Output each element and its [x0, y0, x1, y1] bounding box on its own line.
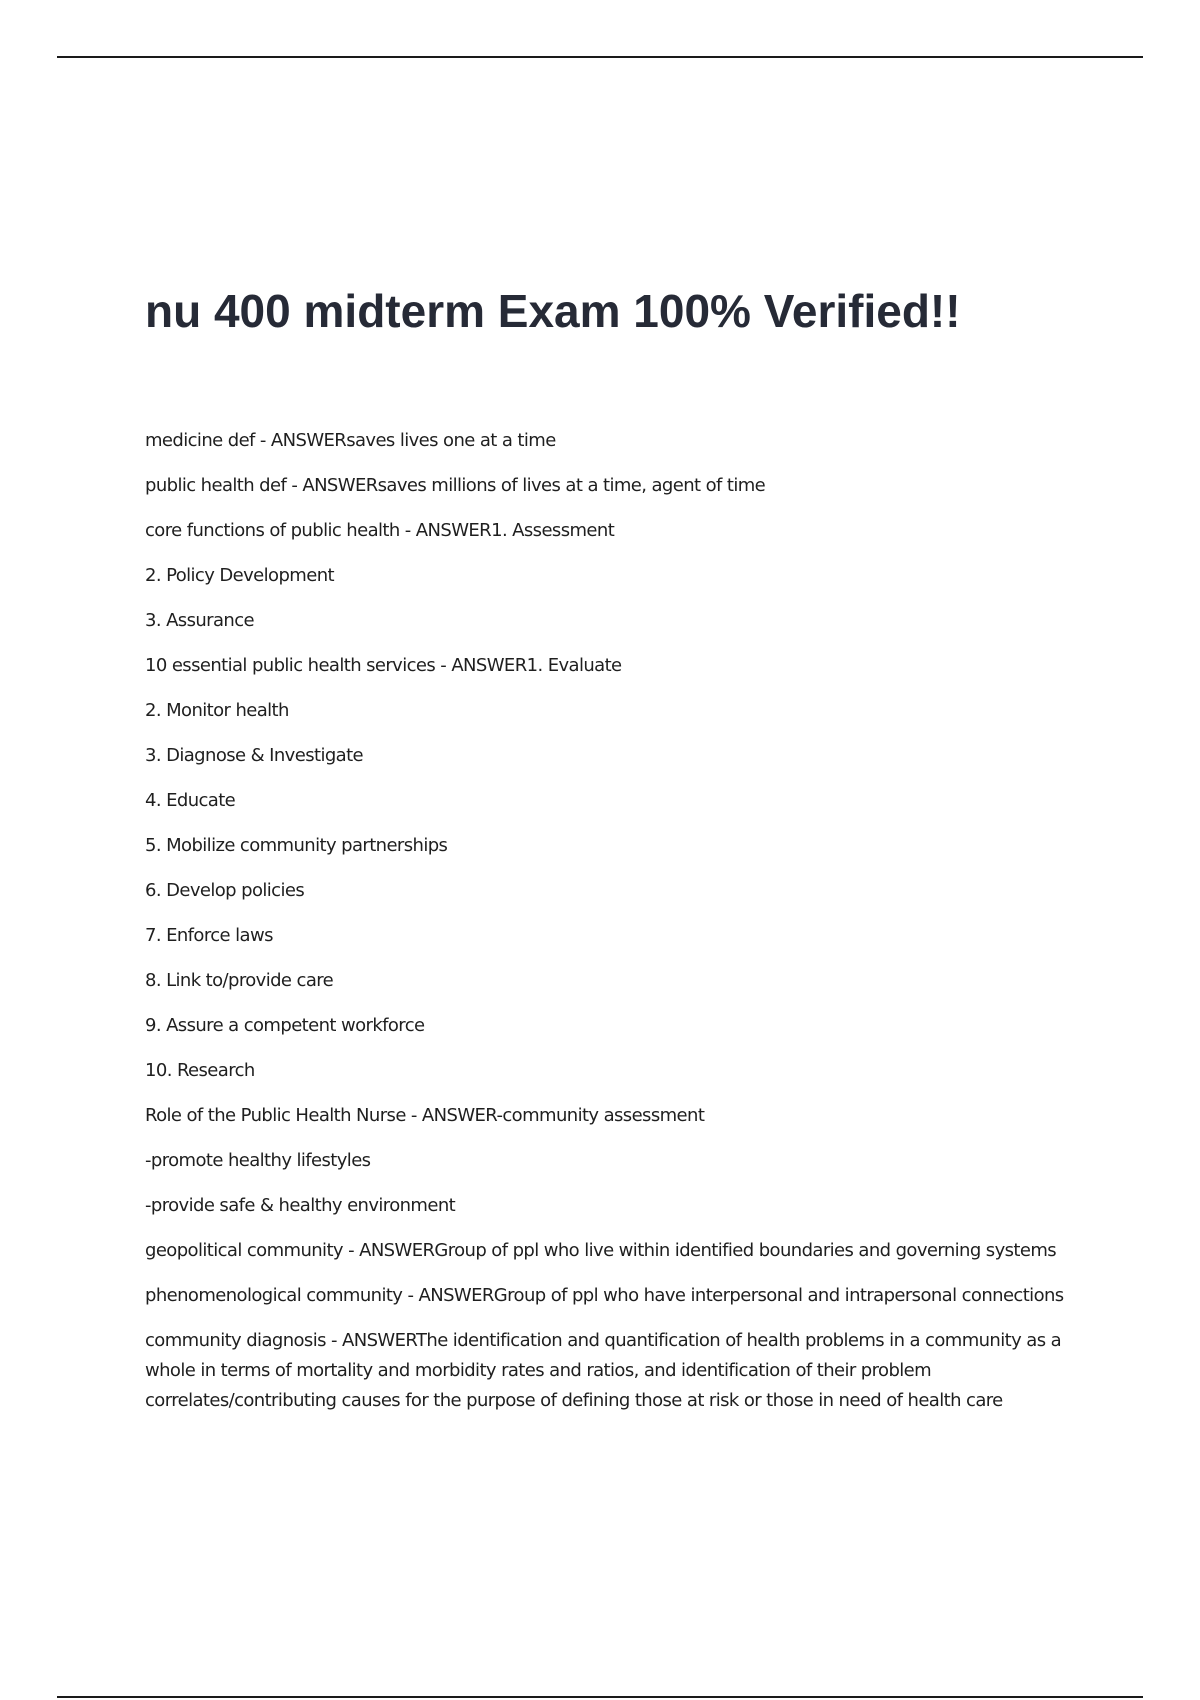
entry-diagnose-investigate: 3. Diagnose & Investigate [145, 745, 364, 766]
top-rule [57, 56, 1143, 58]
entry-safe-environment: -provide safe & healthy environment [145, 1195, 456, 1216]
bottom-rule [57, 1696, 1143, 1698]
entry-geopolitical-community: geopolitical community - ANSWERGroup of ppl who live within identified boundaries and governing systems [145, 1240, 1057, 1261]
entry-core-functions: core functions of public health - ANSWER1. Assessment [145, 520, 615, 541]
entry-role-phn: Role of the Public Health Nurse - ANSWER-community assessment [145, 1105, 705, 1126]
entry-policy-development: 2. Policy Development [145, 565, 334, 586]
entry-mobilize-partnerships: 5. Mobilize community partnerships [145, 835, 448, 856]
entry-competent-workforce: 9. Assure a competent workforce [145, 1015, 425, 1036]
entry-link-provide-care: 8. Link to/provide care [145, 970, 334, 991]
entry-essential-services: 10 essential public health services - ANSWER1. Evaluate [145, 655, 622, 676]
entry-research: 10. Research [145, 1060, 255, 1081]
entry-medicine-def: medicine def - ANSWERsaves lives one at a time [145, 430, 556, 451]
entry-develop-policies: 6. Develop policies [145, 880, 305, 901]
entry-assurance: 3. Assurance [145, 610, 254, 631]
entry-educate: 4. Educate [145, 790, 236, 811]
entry-public-health-def: public health def - ANSWERsaves millions of lives at a time, agent of time [145, 475, 766, 496]
entry-community-diagnosis: community diagnosis - ANSWERThe identification and quantification of health problems in a community as a whole in terms of mortality and morbidity rates and ratios, and identification of their problem correlates/contributing causes for the purpose of defining those at risk or those in need of health care [145, 1330, 1062, 1411]
entry-enforce-laws: 7. Enforce laws [145, 925, 273, 946]
entry-phenomenological-community: phenomenological community - ANSWERGroup of ppl who have interpersonal and intrapersonal connections [145, 1285, 1064, 1306]
entry-promote-lifestyles: -promote healthy lifestyles [145, 1150, 371, 1171]
entry-monitor-health: 2. Monitor health [145, 700, 289, 721]
document-body [145, 426, 1065, 1431]
document-title: nu 400 midterm Exam 100% Verified!! [145, 285, 961, 337]
